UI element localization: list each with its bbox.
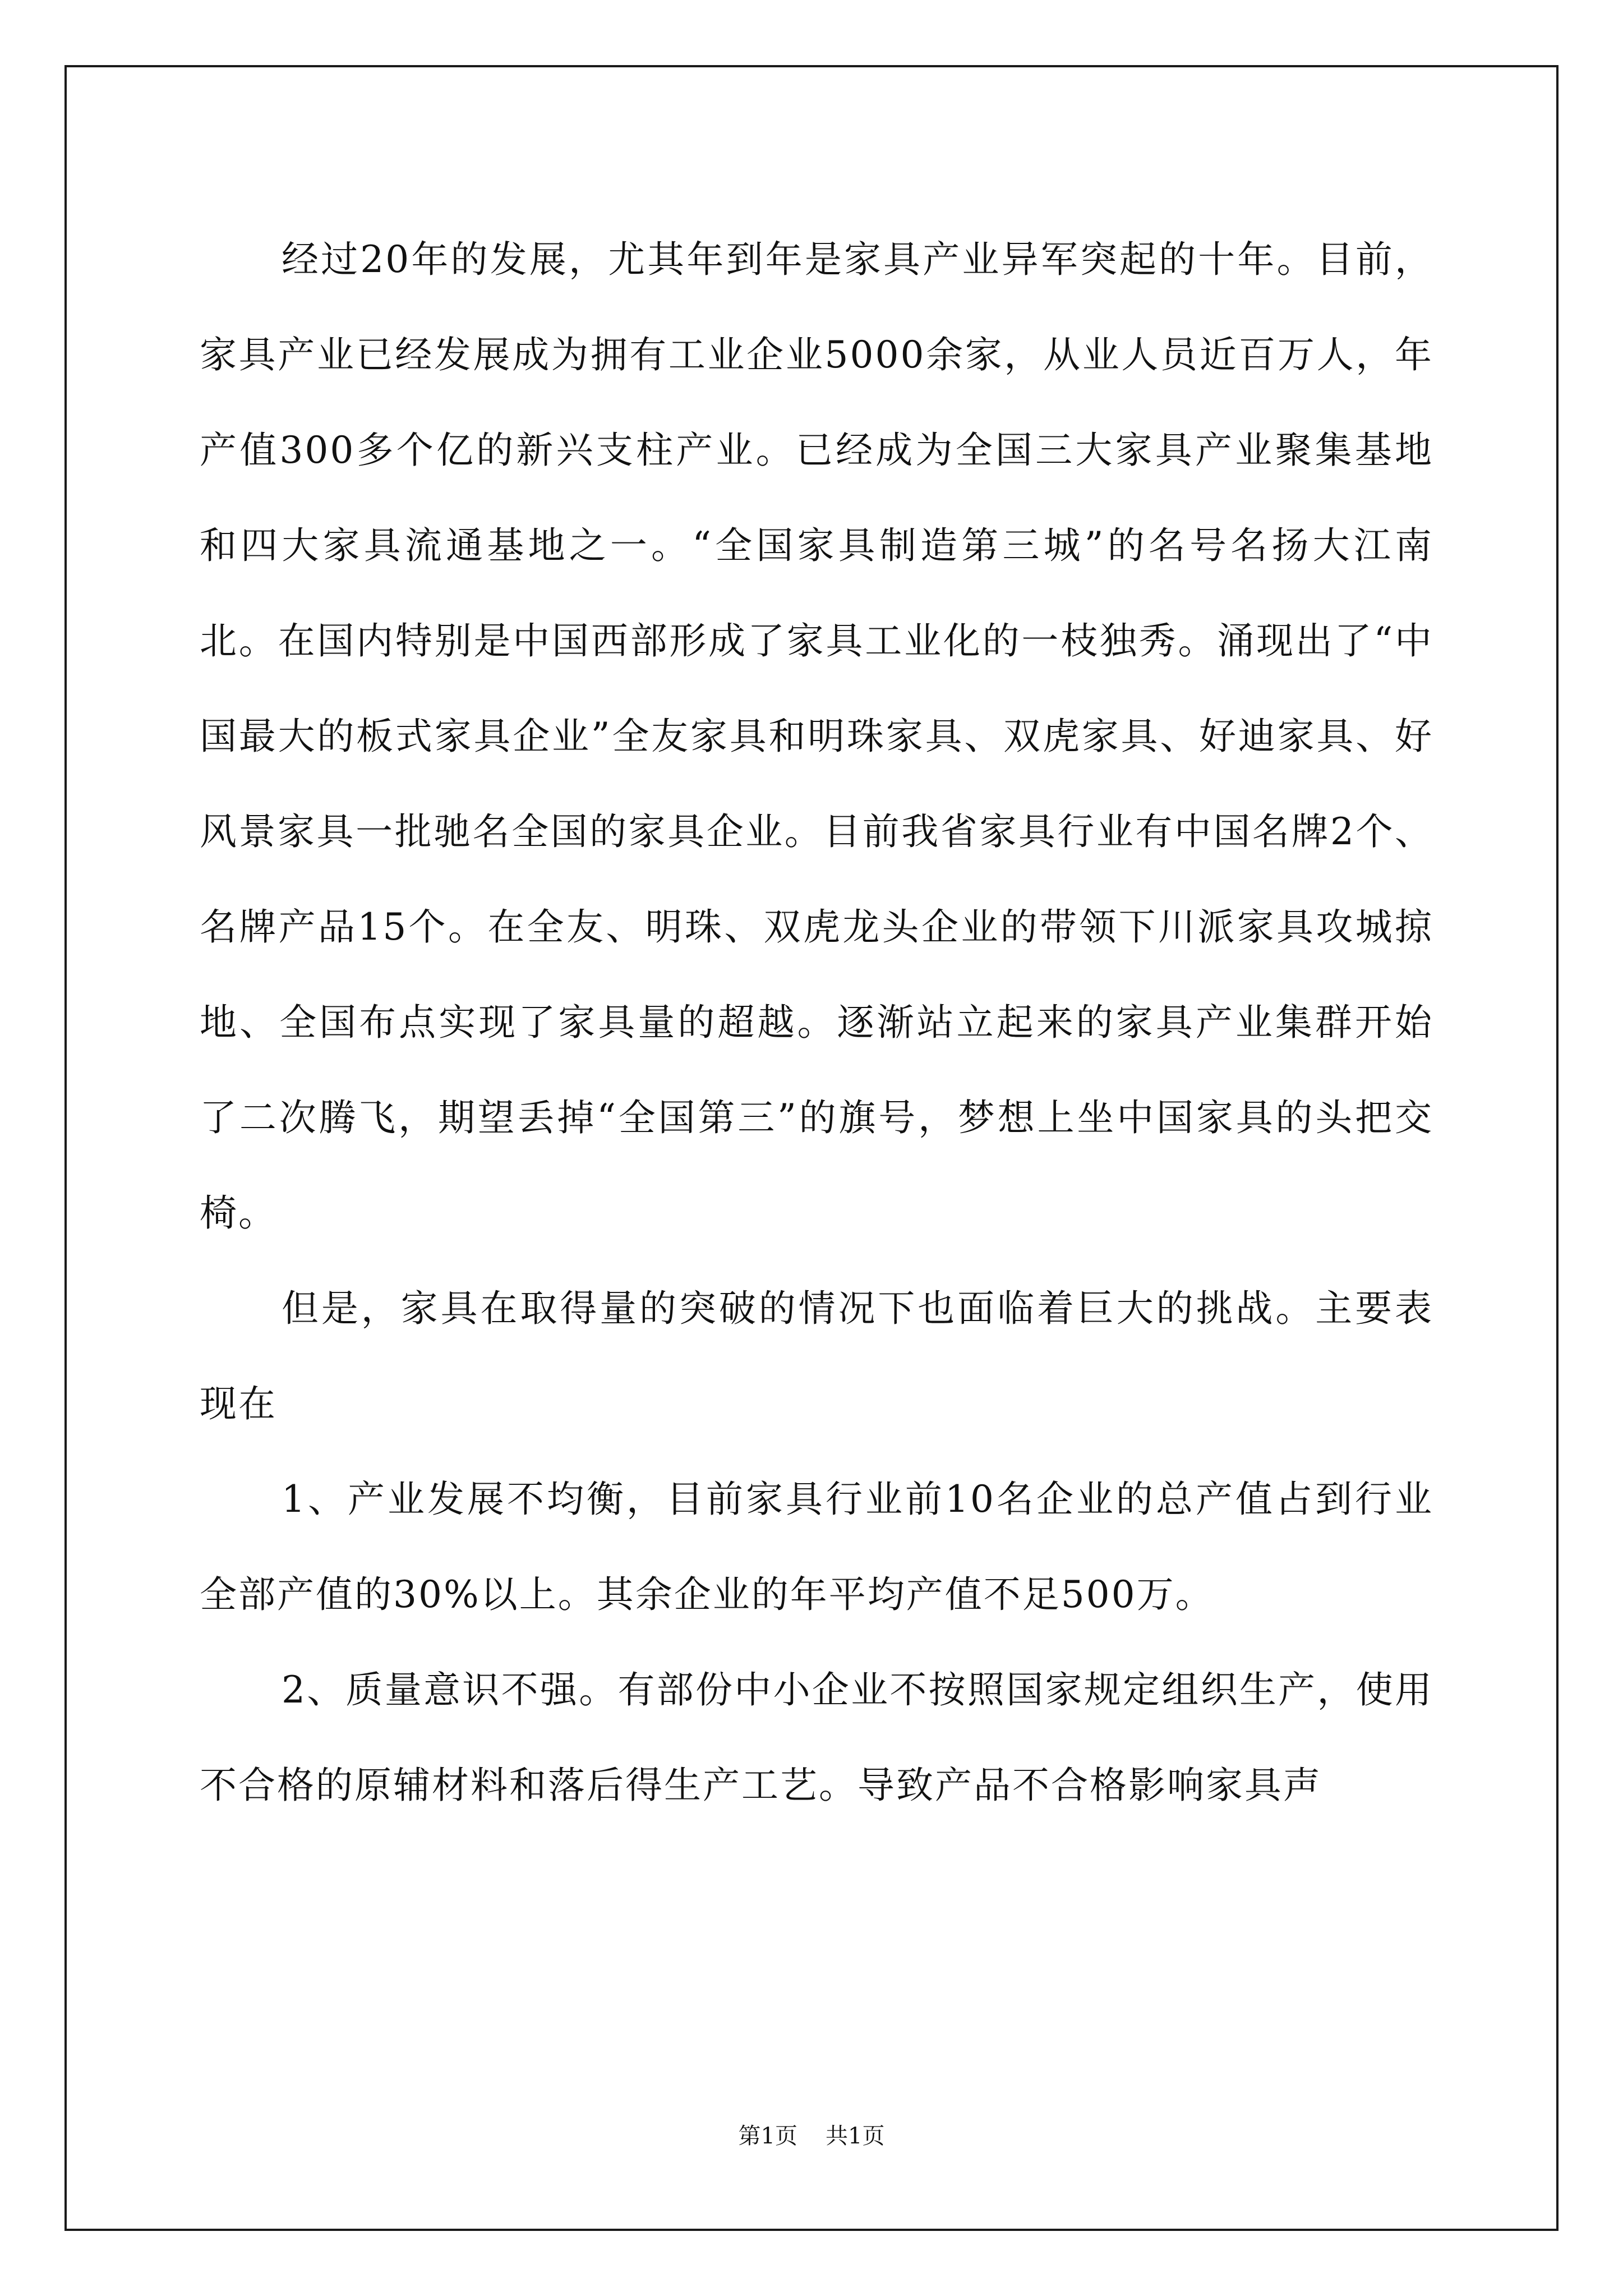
page-number-total: 共1页 <box>826 2123 885 2149</box>
paragraph-development: 经过20年的发展，尤其年到年是家具产业异军突起的十年。目前，家具产业已经发展成为拥有工业企业5000余家，从业人员近百万人，年产值300多个亿的新兴支柱产业。已经成为全国三大家具产业聚集基地和四大家具流通基地之一。“全国家具制造第三城”的名号名扬大江南北。在国内特别是中国西部形成了家具工业化的一枝独秀。涌现出了“中国最大的板式家具企业”全友家具和明珠家具、双虎家具、好迪家具、好风景家具一批驰名全国的家具企业。目前我省家具行业有中国名牌2个、名牌产品15个。在全友、明珠、双虎龙头企业的带领下川派家具攻城掠地、全国布点实现了家具量的超越。逐渐站立起来的家具产业集群开始了二次腾飞，期望丢掉“全国第三”的旗号，梦想上坐中国家具的头把交椅。 <box>200 238 1433 1235</box>
paragraph-point-1: 1、产业发展不均衡，目前家具行业前10名企业的总产值占到行业全部产值的30%以上。其余企业的年平均产值不足500万。 <box>200 1478 1433 1616</box>
page-number-current: 第1页 <box>738 2123 797 2149</box>
document-body <box>200 212 1433 1833</box>
paragraph-challenges: 但是，家具在取得量的突破的情况下也面临着巨大的挑战。主要表现在 <box>200 1287 1433 1425</box>
paragraph-point-2: 2、质量意识不强。有部份中小企业不按照国家规定组织生产，使用不合格的原辅材料和落后得生产工艺。导致产品不合格影响家具声 <box>200 1668 1433 1807</box>
page-footer <box>0 2122 1623 2150</box>
